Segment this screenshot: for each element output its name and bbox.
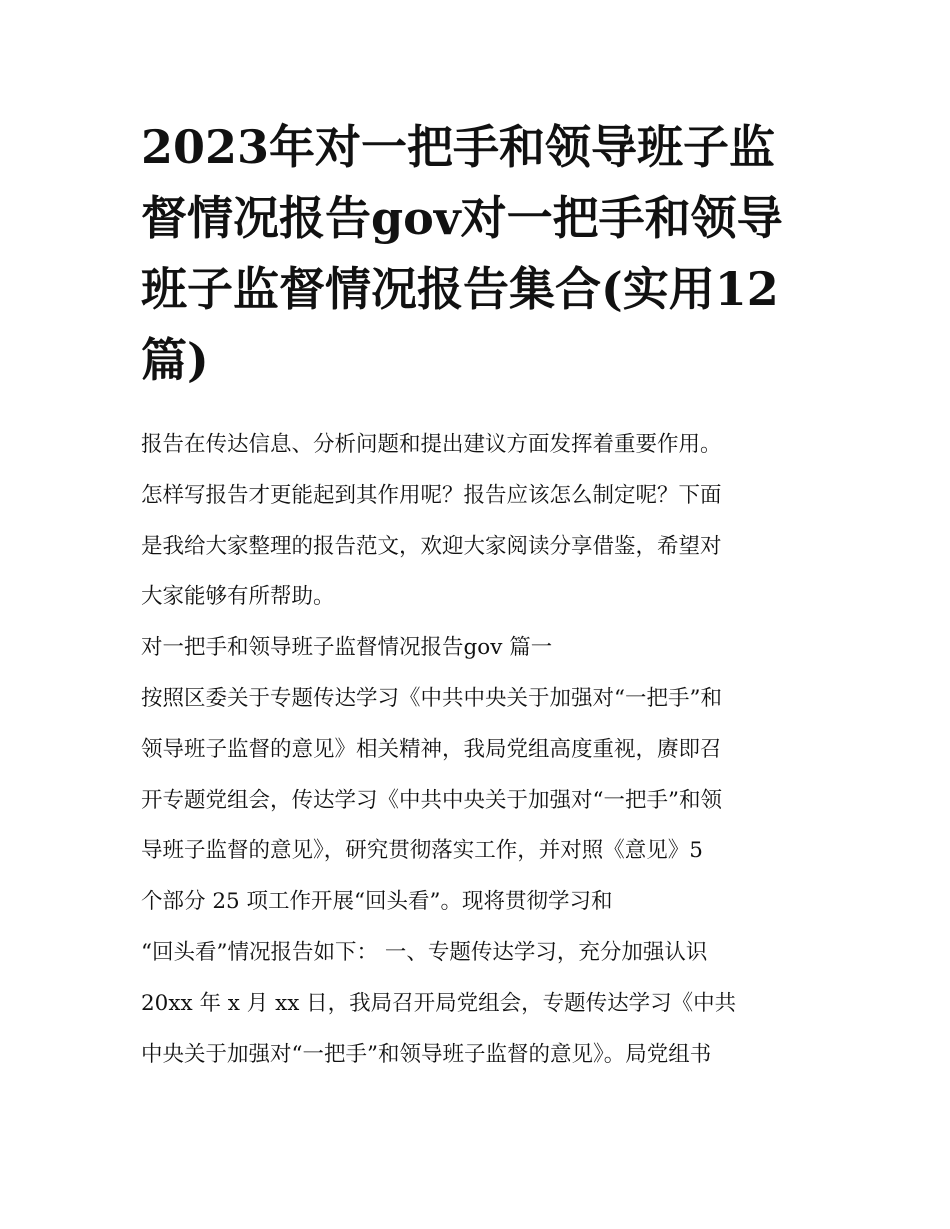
paragraph-line: 领导班子监督的意见》相关精神，我局党组高度重视，赓即召 (141, 736, 722, 762)
paragraph-line: 导班子监督的意见》，研究贯彻落实工作，并对照《意见》5 (141, 838, 703, 864)
document-body (141, 420, 813, 1080)
section-heading: 对一把手和领导班子监督情况报告gov 篇一 (141, 635, 553, 661)
paragraph-line: “回头看”情况报告如下： 一、专题传达学习，充分加强认识 (141, 939, 708, 965)
paragraph-line: 是我给大家整理的报告范文，欢迎大家阅读分享借鉴，希望对 (141, 533, 722, 559)
paragraph-line: 报告在传达信息、分析问题和提出建议方面发挥着重要作用。 (141, 432, 722, 457)
document-title: 2023年对一把手和领导班子监督情况报告gov对一把手和领导班子监督情况报告集合(实用12篇) (141, 120, 783, 387)
paragraph-line: 大家能够有所帮助。 (141, 584, 335, 610)
paragraph-line: 20xx 年 x 月 xx 日，我局召开局党组会，专题传达学习《中共 (141, 990, 737, 1016)
document-page (141, 112, 813, 1080)
paragraph-line: 中央关于加强对“一把手”和领导班子监督的意见》。局党组书 (141, 1041, 712, 1067)
paragraph-line: 怎样写报告才更能起到其作用呢？报告应该怎么制定呢？下面 (141, 482, 722, 508)
paragraph-line: 开专题党组会，传达学习《中共中央关于加强对“一把手”和领 (141, 787, 722, 813)
paragraph-line: 按照区委关于专题传达学习《中共中央关于加强对“一把手”和 (141, 685, 722, 711)
paragraph-line: 个部分 25 项工作开展“回头看”。现将贯彻学习和 (141, 889, 613, 915)
